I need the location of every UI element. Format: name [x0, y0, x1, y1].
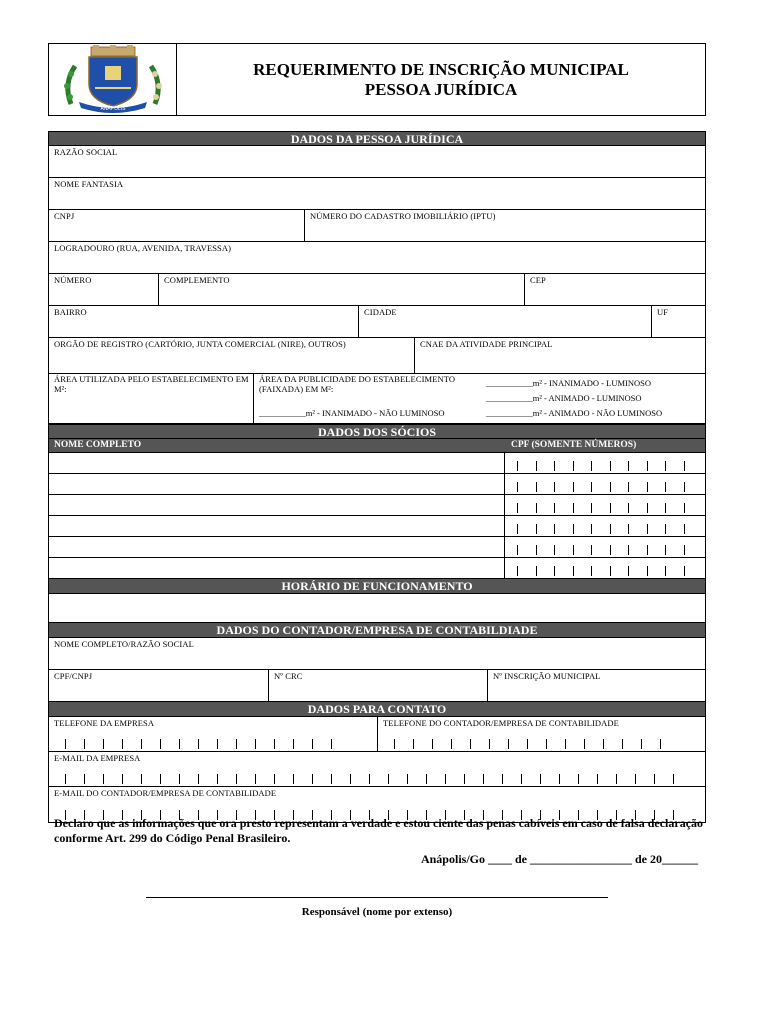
char-box-tick — [554, 461, 555, 471]
char-box-tick — [536, 545, 537, 555]
char-box-tick — [546, 739, 547, 749]
char-box-tick — [274, 774, 275, 784]
row-numero-complemento-cep — [48, 274, 706, 306]
char-box-tick — [65, 739, 66, 749]
form-title — [177, 44, 705, 115]
char-box-tick — [470, 739, 471, 749]
char-box-tick — [573, 566, 574, 576]
char-box-tick — [628, 524, 629, 534]
tel-contador-ticks — [394, 739, 704, 749]
socio-name-field[interactable] — [49, 516, 505, 536]
char-box-tick — [103, 739, 104, 749]
section-contador: DADOS DO CONTADOR/EMPRESA DE CONTABILDIADE — [48, 623, 706, 638]
pub-inanimado-luminoso: ___________m² - INANIMADO - LUMINOSO — [486, 378, 651, 388]
char-box-tick — [179, 739, 180, 749]
char-box-tick — [489, 739, 490, 749]
char-box-tick — [369, 774, 370, 784]
char-box-tick — [684, 566, 685, 576]
char-box-tick — [647, 545, 648, 555]
char-box-tick — [217, 739, 218, 749]
char-box-tick — [502, 774, 503, 784]
char-box-tick — [331, 739, 332, 749]
field-cidade[interactable] — [359, 306, 652, 337]
char-box-tick — [517, 461, 518, 471]
field-cep[interactable] — [525, 274, 705, 305]
char-box-tick — [536, 566, 537, 576]
label-uf: UF — [657, 307, 669, 317]
field-area-utilizada[interactable] — [49, 374, 254, 423]
section-pessoa-juridica: DADOS DA PESSOA JURÍDICA — [48, 131, 706, 146]
char-box-tick — [610, 545, 611, 555]
char-box-tick — [65, 774, 66, 784]
char-box-tick — [647, 503, 648, 513]
char-box-tick — [451, 739, 452, 749]
char-box-tick — [331, 774, 332, 784]
row-areas — [48, 374, 706, 424]
label-tel-empresa: TELEFONE DA EMPRESA — [54, 718, 155, 728]
char-box-tick — [641, 739, 642, 749]
char-box-tick — [554, 482, 555, 492]
char-box-tick — [517, 503, 518, 513]
label-bairro: BAIRRO — [54, 307, 87, 317]
title-line-1: REQUERIMENTO DE INSCRIÇÃO MUNICIPAL — [253, 59, 629, 79]
socio-cpf-field[interactable] — [517, 461, 707, 471]
field-nome-fantasia[interactable] — [48, 178, 706, 210]
date-line: Anápolis/Go ____ de _________________ de 20______ — [420, 852, 698, 866]
char-box-tick — [591, 545, 592, 555]
label-complemento: COMPLEMENTO — [164, 275, 230, 285]
label-razao-social: RAZÃO SOCIAL — [54, 147, 118, 157]
char-box-tick — [647, 482, 648, 492]
char-box-tick — [591, 461, 592, 471]
char-box-tick — [684, 545, 685, 555]
socio-cpf-field[interactable] — [517, 545, 707, 555]
field-cnae[interactable] — [415, 338, 705, 373]
tel-empresa-ticks — [65, 739, 375, 749]
label-area-utilizada: ÁREA UTILIZADA PELO ESTABELECIMENTO EM M²: — [54, 374, 249, 394]
label-contador-cpf-cnpj: CPF/CNPJ — [54, 671, 93, 681]
char-box-tick — [665, 482, 666, 492]
field-contador-nome[interactable] — [48, 638, 706, 670]
char-box-tick — [591, 503, 592, 513]
char-box-tick — [413, 739, 414, 749]
char-box-tick — [628, 566, 629, 576]
label-cadastro-imobiliario: NÚMERO DO CADASTRO IMOBILIÁRIO (IPTU) — [310, 211, 496, 221]
field-area-publicidade[interactable] — [254, 374, 705, 423]
row-cnpj-iptu — [48, 210, 706, 242]
char-box-tick — [160, 739, 161, 749]
char-box-tick — [635, 774, 636, 784]
char-box-tick — [160, 774, 161, 784]
socio-row — [48, 453, 706, 474]
char-box-tick — [312, 739, 313, 749]
char-box-tick — [464, 774, 465, 784]
field-contador-cpf-cnpj[interactable] — [49, 670, 269, 701]
char-box-tick — [141, 739, 142, 749]
char-box-tick — [610, 566, 611, 576]
char-box-tick — [536, 503, 537, 513]
char-box-tick — [350, 774, 351, 784]
field-horario-funcionamento[interactable] — [48, 594, 706, 623]
char-box-tick — [573, 545, 574, 555]
signature-line — [146, 897, 608, 898]
socio-name-field[interactable] — [49, 537, 505, 557]
char-box-tick — [684, 524, 685, 534]
char-box-tick — [628, 503, 629, 513]
char-box-tick — [610, 482, 611, 492]
label-nome-fantasia: NOME FANTASIA — [54, 179, 124, 189]
char-box-tick — [103, 774, 104, 784]
char-box-tick — [573, 482, 574, 492]
char-box-tick — [432, 739, 433, 749]
field-uf[interactable] — [652, 306, 705, 337]
pub-animado-nao-luminoso: ___________m² - ANIMADO - NÃO LUMINOSO — [486, 408, 663, 418]
char-box-tick — [274, 739, 275, 749]
socio-row — [48, 537, 706, 558]
label-tel-contador: TELEFONE DO CONTADOR/EMPRESA DE CONTABILIDADE — [383, 718, 619, 728]
row-orgao-cnae — [48, 338, 706, 374]
char-box-tick — [573, 461, 574, 471]
char-box-tick — [236, 739, 237, 749]
label-email-empresa: E-MAIL DA EMPRESA — [54, 753, 141, 763]
char-box-tick — [554, 524, 555, 534]
char-box-tick — [665, 545, 666, 555]
char-box-tick — [517, 524, 518, 534]
char-box-tick — [540, 774, 541, 784]
label-area-publicidade: ÁREA DA PUBLICIDADE DO ESTABELECIMENTO (FAIXADA) EM M²: — [259, 374, 456, 394]
label-contador-inscricao: Nº INSCRIÇÃO MUNICIPAL — [493, 671, 601, 681]
signature-label: Responsável (nome por extenso) — [301, 906, 453, 918]
char-box-tick — [517, 566, 518, 576]
char-box-tick — [536, 461, 537, 471]
char-box-tick — [141, 774, 142, 784]
char-box-tick — [508, 739, 509, 749]
char-box-tick — [684, 503, 685, 513]
char-box-tick — [578, 774, 579, 784]
char-box-tick — [673, 774, 674, 784]
char-box-tick — [684, 461, 685, 471]
char-box-tick — [122, 739, 123, 749]
label-cidade: CIDADE — [364, 307, 397, 317]
field-contador-inscricao[interactable] — [488, 670, 705, 701]
char-box-tick — [198, 739, 199, 749]
char-box-tick — [236, 774, 237, 784]
char-box-tick — [84, 739, 85, 749]
label-logradouro: LOGRADOURO (RUA, AVENIDA, TRAVESSA) — [54, 243, 232, 253]
email-empresa-ticks — [65, 774, 705, 784]
char-box-tick — [554, 545, 555, 555]
char-box-tick — [665, 503, 666, 513]
socios-table-header — [48, 439, 706, 453]
title-line-2: PESSOA JURÍDICA — [364, 79, 518, 99]
char-box-tick — [217, 774, 218, 784]
char-box-tick — [554, 566, 555, 576]
socio-row — [48, 516, 706, 537]
socio-name-field[interactable] — [49, 558, 505, 578]
section-contato: DADOS PARA CONTATO — [48, 702, 706, 717]
field-logradouro[interactable] — [48, 242, 706, 274]
char-box-tick — [610, 503, 611, 513]
char-box-tick — [445, 774, 446, 784]
char-box-tick — [84, 774, 85, 784]
row-telefones — [48, 717, 706, 752]
char-box-tick — [293, 774, 294, 784]
label-cnpj: CNPJ — [54, 211, 75, 221]
char-box-tick — [610, 461, 611, 471]
char-box-tick — [407, 774, 408, 784]
field-razao-social[interactable] — [48, 146, 706, 178]
section-horario: HORÁRIO DE FUNCIONAMENTO — [48, 579, 706, 594]
field-numero[interactable] — [49, 274, 159, 305]
pub-inanimado-nao-luminoso: ___________m² - INANIMADO - NÃO LUMINOSO — [259, 408, 445, 418]
char-box-tick — [591, 524, 592, 534]
municipal-coat-of-arms-logo — [49, 44, 177, 115]
char-box-tick — [554, 503, 555, 513]
field-complemento[interactable] — [159, 274, 525, 305]
char-box-tick — [198, 774, 199, 784]
char-box-tick — [591, 482, 592, 492]
char-box-tick — [684, 482, 685, 492]
field-cadastro-imobiliario[interactable] — [305, 210, 705, 241]
char-box-tick — [628, 545, 629, 555]
label-cep: CEP — [530, 275, 546, 285]
char-box-tick — [255, 774, 256, 784]
char-box-tick — [591, 566, 592, 576]
label-cnae: CNAE DA ATIVIDADE PRINCIPAL — [420, 339, 553, 349]
socio-name-field[interactable] — [49, 453, 505, 473]
registration-form — [48, 131, 706, 823]
label-contador-nome: NOME COMPLETO/RAZÃO SOCIAL — [54, 639, 194, 649]
form-header — [48, 43, 706, 116]
char-box-tick — [628, 461, 629, 471]
char-box-tick — [426, 774, 427, 784]
field-bairro[interactable] — [49, 306, 359, 337]
char-box-tick — [536, 524, 537, 534]
char-box-tick — [255, 739, 256, 749]
pub-animado-luminoso: ___________m² - ANIMADO - LUMINOSO — [486, 393, 642, 403]
char-box-tick — [654, 774, 655, 784]
label-contador-crc: Nº CRC — [274, 671, 303, 681]
socio-cpf-field[interactable] — [517, 503, 707, 513]
char-box-tick — [179, 774, 180, 784]
char-box-tick — [573, 524, 574, 534]
char-box-tick — [122, 774, 123, 784]
field-tel-contador[interactable] — [378, 717, 705, 751]
field-cnpj[interactable] — [49, 210, 305, 241]
logo-cell — [49, 44, 177, 115]
char-box-tick — [565, 739, 566, 749]
char-box-tick — [388, 774, 389, 784]
col-cpf: CPF (SOMENTE NÚMEROS) — [511, 440, 637, 450]
char-box-tick — [610, 524, 611, 534]
char-box-tick — [559, 774, 560, 784]
col-nome-completo: NOME COMPLETO — [54, 440, 142, 450]
section-socios: DADOS DOS SÓCIOS — [48, 424, 706, 439]
row-contador-docs — [48, 670, 706, 702]
socio-name-field[interactable] — [49, 495, 505, 515]
declaration-text: Declaro que as informações que ora presto representam a verdade e estou ciente das penas cabíveis em caso de falsa declaração conforme Art. 299 do Código Penal Brasileiro. — [54, 816, 704, 845]
char-box-tick — [483, 774, 484, 784]
field-contador-crc[interactable] — [269, 670, 488, 701]
label-email-contador: E-MAIL DO CONTADOR/EMPRESA DE CONTABILIDADE — [54, 788, 277, 798]
field-orgao-registro[interactable] — [49, 338, 415, 373]
char-box-tick — [597, 774, 598, 784]
char-box-tick — [517, 482, 518, 492]
char-box-tick — [665, 461, 666, 471]
label-orgao-registro: ORGÃO DE REGISTRO (CARTÓRIO, JUNTA COMERCIAL (NIRE), OUTROS) — [54, 339, 346, 349]
row-bairro-cidade-uf — [48, 306, 706, 338]
field-email-empresa[interactable] — [48, 752, 706, 787]
char-box-tick — [647, 566, 648, 576]
socio-name-field[interactable] — [49, 474, 505, 494]
char-box-tick — [517, 545, 518, 555]
char-box-tick — [312, 774, 313, 784]
field-tel-empresa[interactable] — [49, 717, 378, 751]
socio-cpf-field[interactable] — [517, 524, 707, 534]
char-box-tick — [527, 739, 528, 749]
char-box-tick — [394, 739, 395, 749]
socio-cpf-field[interactable] — [517, 566, 707, 576]
socio-row — [48, 558, 706, 579]
char-box-tick — [521, 774, 522, 784]
char-box-tick — [647, 524, 648, 534]
char-box-tick — [622, 739, 623, 749]
svg-text:ANÁPOLIS: ANÁPOLIS — [100, 106, 126, 112]
socio-row — [48, 495, 706, 516]
char-box-tick — [536, 482, 537, 492]
label-numero: NÚMERO — [54, 275, 92, 285]
socio-cpf-field[interactable] — [517, 482, 707, 492]
char-box-tick — [584, 739, 585, 749]
char-box-tick — [616, 774, 617, 784]
char-box-tick — [660, 739, 661, 749]
char-box-tick — [665, 566, 666, 576]
char-box-tick — [665, 524, 666, 534]
char-box-tick — [603, 739, 604, 749]
char-box-tick — [293, 739, 294, 749]
char-box-tick — [628, 482, 629, 492]
char-box-tick — [647, 461, 648, 471]
char-box-tick — [573, 503, 574, 513]
socio-row — [48, 474, 706, 495]
